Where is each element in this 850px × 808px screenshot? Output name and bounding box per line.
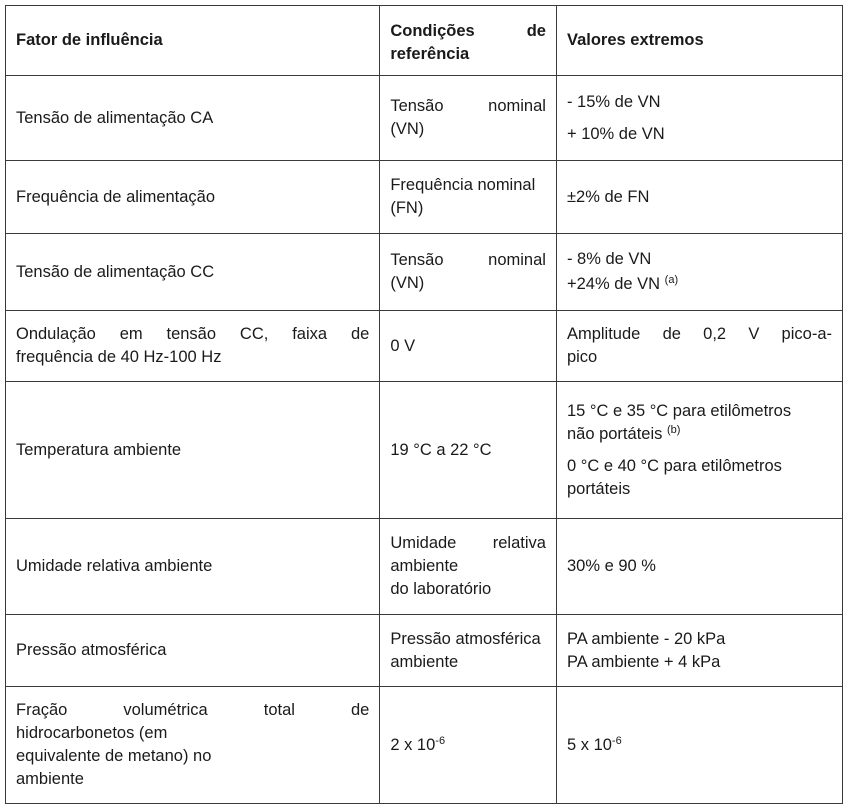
ref-value: 2 x 10: [390, 735, 436, 754]
extreme-cell: 30% e 90 %: [556, 519, 842, 615]
extreme-line: pico: [566, 348, 598, 366]
factor-cell: [6, 311, 380, 382]
factor-cell: Pressão atmosférica: [6, 615, 380, 687]
extreme-cell: [556, 382, 842, 519]
ref-line: (VN): [390, 120, 425, 138]
table-row: [6, 687, 843, 804]
ref-line: do laboratório: [390, 580, 492, 598]
reference-cell: [380, 615, 557, 687]
reference-cell: [380, 687, 557, 804]
factor-word: volumétrica: [123, 701, 208, 719]
footnote-marker: (b): [666, 423, 681, 436]
factor-cell: Tensão de alimentação CC: [6, 234, 380, 311]
extreme-line: PA ambiente + 4 kPa: [566, 652, 721, 671]
factor-line: frequência de 40 Hz-100 Hz: [16, 348, 222, 366]
reference-cell: [380, 76, 557, 161]
ref-line: (FN): [390, 199, 424, 217]
header-ref-word2: de: [526, 22, 546, 40]
header-extreme-values: Valores extremos: [556, 6, 842, 76]
extreme-cell: [556, 615, 842, 687]
table-row: [6, 615, 843, 687]
exponent: -6: [611, 734, 622, 747]
extreme-line: 0 °C e 40 °C para etilômetros: [566, 456, 782, 475]
extreme-cell: ±2% de FN: [556, 161, 842, 234]
extreme-line: PA ambiente - 20 kPa: [566, 629, 726, 648]
table-row: [6, 311, 843, 382]
reference-cell: 0 V: [380, 311, 557, 382]
reference-cell: [380, 161, 557, 234]
table-row: [6, 519, 843, 615]
extreme-line: - 8% de VN: [566, 250, 652, 268]
extreme-line: portáteis: [566, 479, 631, 498]
reference-cell: [380, 519, 557, 615]
factor-line: hidrocarbonetos (em: [16, 724, 168, 742]
exponent: -6: [435, 734, 446, 747]
header-ref-word3: referência: [390, 45, 470, 63]
extreme-line: +24% de VN: [566, 275, 661, 293]
factor-line: ambiente: [16, 770, 84, 788]
factor-word: de: [350, 701, 370, 719]
factor-cell: Tensão de alimentação CA: [6, 76, 380, 161]
reference-cell: [380, 234, 557, 311]
table-row: [6, 382, 843, 519]
extreme-line: 15 °C e 35 °C para etilômetros: [566, 401, 792, 420]
extreme-cell: [556, 76, 842, 161]
factor-line: Ondulação em tensão CC, faixa de: [16, 325, 370, 343]
factor-cell: [6, 687, 380, 804]
extreme-line: + 10% de VN: [566, 124, 665, 143]
ref-line: (VN): [390, 274, 425, 292]
ref-line: Frequência nominal: [390, 176, 536, 194]
ref-word: Umidade: [390, 534, 457, 552]
factor-cell: Umidade relativa ambiente: [6, 519, 380, 615]
header-ref-word1: Condições: [390, 22, 475, 40]
table-row: [6, 161, 843, 234]
footnote-marker: (a): [664, 274, 679, 286]
header-factor: Fator de influência: [6, 6, 380, 76]
ref-line: Pressão atmosférica: [390, 629, 541, 648]
ref-word: Tensão: [390, 251, 444, 269]
table-header-row: [6, 6, 843, 76]
extreme-line: não portáteis: [566, 424, 663, 443]
extreme-line: - 15% de VN: [566, 92, 661, 111]
factor-word: Fração: [16, 701, 68, 719]
factor-word: total: [263, 701, 295, 719]
factor-cell: Frequência de alimentação: [6, 161, 380, 234]
ref-line: ambiente: [390, 652, 459, 671]
ref-line: ambiente: [390, 557, 459, 575]
table-row: [6, 234, 843, 311]
ref-word: nominal: [488, 97, 546, 115]
factor-line: equivalente de metano) no: [16, 747, 212, 765]
reference-cell: 19 °C a 22 °C: [380, 382, 557, 519]
extreme-cell: [556, 234, 842, 311]
ref-word: nominal: [488, 251, 546, 269]
extreme-cell: [556, 311, 842, 382]
influence-factors-table: [5, 5, 843, 804]
extreme-line: Amplitude de 0,2 V pico-a-: [566, 325, 832, 343]
extreme-cell: [556, 687, 842, 804]
ref-word: relativa: [492, 534, 546, 552]
ref-word: Tensão: [390, 97, 444, 115]
factor-cell: Temperatura ambiente: [6, 382, 380, 519]
table-row: [6, 76, 843, 161]
header-reference-conditions: [380, 6, 557, 76]
extreme-value: 5 x 10: [566, 735, 612, 754]
